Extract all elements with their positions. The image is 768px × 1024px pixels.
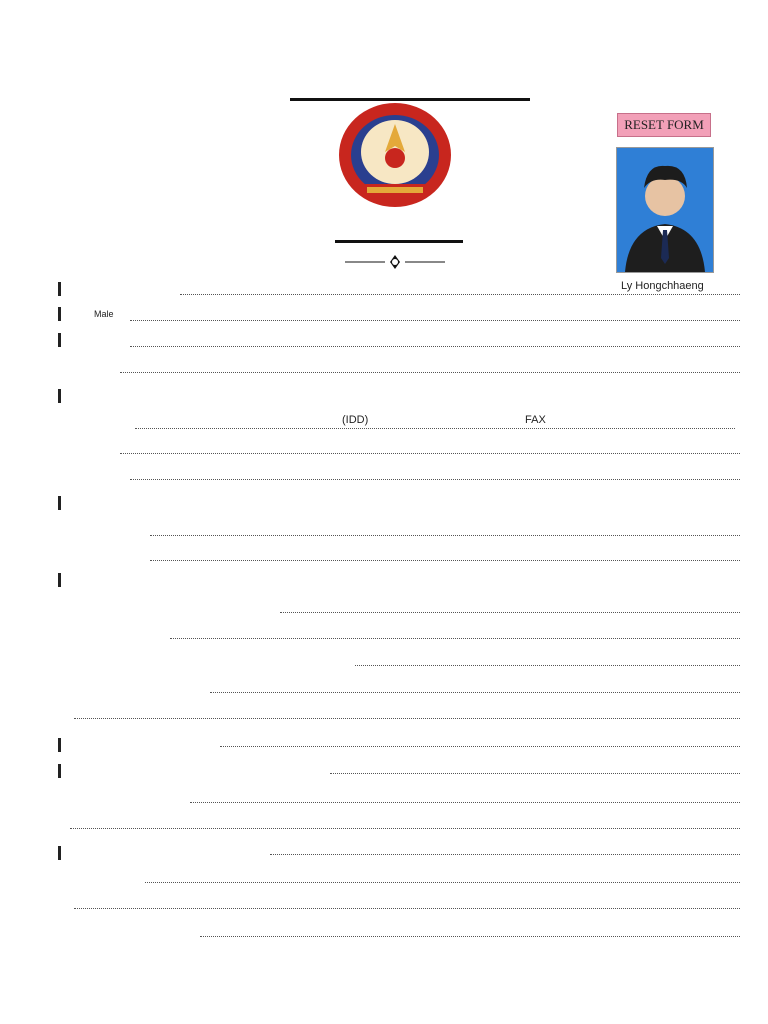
section-7-marker — [58, 846, 61, 860]
position-party-field-line[interactable] — [150, 560, 740, 561]
section-2-marker — [58, 389, 61, 403]
reset-form-button[interactable]: RESET FORM — [617, 113, 711, 137]
row-marker — [58, 333, 61, 347]
party-role-continued-line[interactable] — [70, 828, 740, 829]
before-1970-field-line[interactable] — [145, 882, 740, 883]
position-state-field-line[interactable] — [150, 535, 740, 536]
name-field-line[interactable] — [180, 294, 740, 295]
gender-field-line[interactable] — [130, 320, 740, 321]
before-1970-continued-line[interactable] — [74, 908, 740, 909]
row-marker — [58, 282, 61, 296]
section-3-marker — [58, 496, 61, 510]
certificate-field-line[interactable] — [210, 692, 740, 693]
section-6-marker — [58, 764, 61, 778]
section-4-marker — [58, 573, 61, 587]
birthdate-field-line[interactable] — [130, 346, 740, 347]
commune-field-line[interactable] — [120, 372, 740, 373]
university-field-line[interactable] — [355, 665, 740, 666]
latin-name-value: Ly Hongchhaeng — [621, 280, 704, 292]
party-join-date-line[interactable] — [330, 773, 740, 774]
current-party-role-line[interactable] — [190, 802, 740, 803]
phone-field-line[interactable] — [135, 428, 735, 429]
fax-label: FAX — [525, 414, 546, 426]
form-title-band — [290, 70, 530, 101]
past-work-field-line[interactable] — [270, 854, 740, 855]
decorative-ornament-icon — [345, 254, 445, 270]
form-subtitle-band — [335, 218, 463, 243]
1970-1975-field-line[interactable] — [200, 936, 740, 937]
idd-label: (IDD) — [342, 414, 369, 426]
gender-value: Male — [94, 309, 114, 319]
political-education-field-line[interactable] — [170, 638, 740, 639]
district-field-line[interactable] — [130, 479, 740, 480]
education-field-line[interactable] — [280, 612, 740, 613]
section-5-marker — [58, 738, 61, 752]
certificate-continued-line[interactable] — [74, 718, 740, 719]
address-field-line[interactable] — [120, 453, 740, 454]
row-marker — [58, 307, 61, 321]
profile-photo — [616, 147, 714, 273]
start-work-date-line[interactable] — [220, 746, 740, 747]
party-emblem-icon — [335, 100, 455, 210]
